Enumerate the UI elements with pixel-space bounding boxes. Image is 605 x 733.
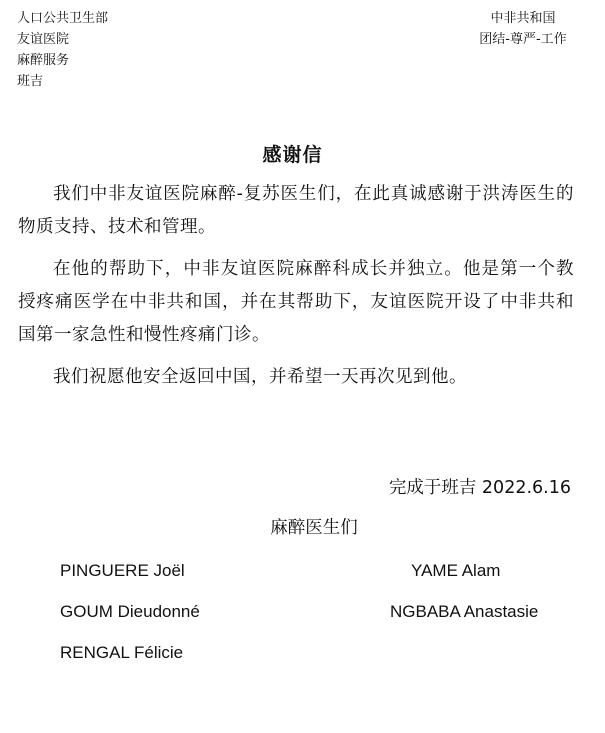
- signer-name: GOUM Dieudonné: [60, 602, 200, 621]
- letter-body: [18, 178, 574, 403]
- body-paragraph: 在他的帮助下，中非友谊医院麻醉科成长并独立。他是第一个教授疼痛医学在中非共和国，并在其帮助下，友谊医院开设了中非共和国第一家急性和慢性疼痛门诊。: [18, 259, 574, 345]
- header-ministry: 人口公共卫生部: [17, 11, 109, 26]
- header-service: 麻醉服务: [17, 53, 70, 68]
- signer-name: YAME Alam: [411, 561, 501, 580]
- signer-name: RENGAL Félicie: [60, 643, 184, 662]
- body-paragraph: 我们中非友谊医院麻醉-复苏医生们，在此真诚感谢于洪涛医生的物质支持、技术和管理。: [18, 184, 574, 237]
- body-paragraph: 我们祝愿他安全返回中国，并希望一天再次见到他。: [53, 367, 467, 387]
- header-left: [17, 8, 108, 92]
- signer-name: PINGUERE Joël: [60, 561, 185, 580]
- header-city: 班吉: [17, 74, 44, 89]
- letter-title: 感谢信: [262, 144, 323, 166]
- completion-date: 完成于班吉 2022.6.16: [388, 478, 571, 498]
- header-hospital: 友谊医院: [17, 32, 70, 47]
- signer-name: NGBABA Anastasie: [390, 602, 539, 621]
- signers-heading: 麻醉医生们: [270, 518, 358, 538]
- header-right: [468, 8, 578, 50]
- header-country: 中非共和国: [490, 11, 556, 26]
- header-motto: 团结-尊严-工作: [479, 32, 567, 47]
